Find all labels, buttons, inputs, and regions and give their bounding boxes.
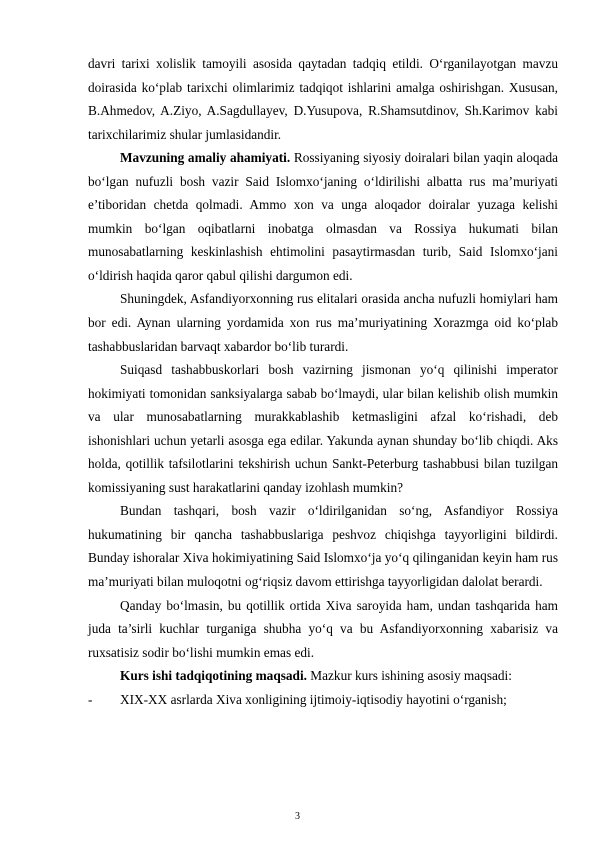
document-page: [88, 52, 558, 711]
list-item-text: XIX-XX asrlarda Xiva xonligining ijtimoiy-iqtisodiy hayotini o‘rganish;: [120, 691, 507, 707]
paragraph-after-murder: Bundan tashqari, bosh vazir o‘ldirilganidan so‘ng, Asfandiyor Rossiya hukumatining bir qancha tashabbuslariga peshvoz chiqishga tayyorligini bildirdi. Bunday ishoralar Xiva hokimiyatining Said Islomxo‘ja yo‘q qilinganidan keyin ham rus ma’muriyati bilan muloqotni og‘riqsiz davom ettirishga tayyorligidan dalolat berardi.: [88, 503, 558, 590]
paragraph-research-goal: [88, 664, 558, 688]
page-number: 3: [295, 811, 300, 822]
section-heading-research-goal: Kurs ishi tadqiqotining maqsadi.: [120, 668, 307, 684]
list-bullet: -: [88, 691, 93, 707]
list-item: [88, 688, 558, 712]
paragraph-patrons: Shuningdek, Asfandiyorxonning rus elitalari orasida ancha nufuzli homiylari ham bor edi. Aynan ularning yordamida xon rus ma’muriyatining Xorazmga oid ko‘plab tashabbuslaridan barvaqt xabardor bo‘lib turardi.: [88, 291, 558, 354]
paragraph-intro: davri tarixi xolislik tamoyili asosida qaytadan tadqiq etildi. O‘rganilayotgan mavzu doirasida ko‘plab tarixchi olimlarimiz tadqiqot ishlarini amalga oshirishgan. Xususan, B.Ahmedov, A.Ziyo, A.Sagdullayev, D.Yusupova, R.Shamsutdinov, Sh.Karimov kabi tarixchilarimiz shular jumlasidandir.: [88, 56, 558, 142]
paragraph-practical-significance: [88, 146, 558, 287]
section-heading-practical-significance: Mavzuning amaliy ahamiyati.: [120, 150, 291, 166]
paragraph-text: Mazkur kurs ishining asosiy maqsadi:: [306, 668, 512, 684]
paragraph-assassination: Suiqasd tashabbuskorlari bosh vazirning jismonan yo‘q qilinishi imperator hokimiyati tomonidan sanksiyalarga sabab bo‘lmaydi, ular bilan kelishib olish mumkin va ular munosabatlarning murakkablashib ketmasligini afzal ko‘rishadi, deb ishonishlari uchun yetarli asosga ega edilar. Yakunda aynan shunday bo‘lib chiqdi. Aks holda, qotillik tafsilotlarini tekshirish uchun Sankt-Peterburg tashabbusi bilan tuzilgan komissiyaning sust harakatlarini qanday izohlash mumkin?: [88, 362, 558, 495]
paragraph-conclusion: Qanday bo‘lmasin, bu qotillik ortida Xiva saroyida ham, undan tashqarida ham juda ta’sirli kuchlar turganiga shubha yo‘q va bu Asfandiyorxonning xabarisiz va ruxsatisiz sodir bo‘lishi mumkin emas edi.: [88, 597, 558, 660]
paragraph-text: Rossiyaning siyosiy doiralari bilan yaqin aloqada bo‘lgan nufuzli bosh vazir Said Islomxo‘janing o‘ldirilishi albatta rus ma’muriyati e’tiboridan chetda qolmadi. Ammo xon va unga aloqador doiralar yuzaga kelishi mumkin bo‘lgan oqibatlarni inobatga olmasdan va Rossiya hukumati bilan munosabatlarning keskinlashish ehtimolini pasaytirmasdan turib, Said Islomxo‘jani o‘ldirish haqida qaror qabul qilishi dargumon edi.: [88, 150, 558, 283]
